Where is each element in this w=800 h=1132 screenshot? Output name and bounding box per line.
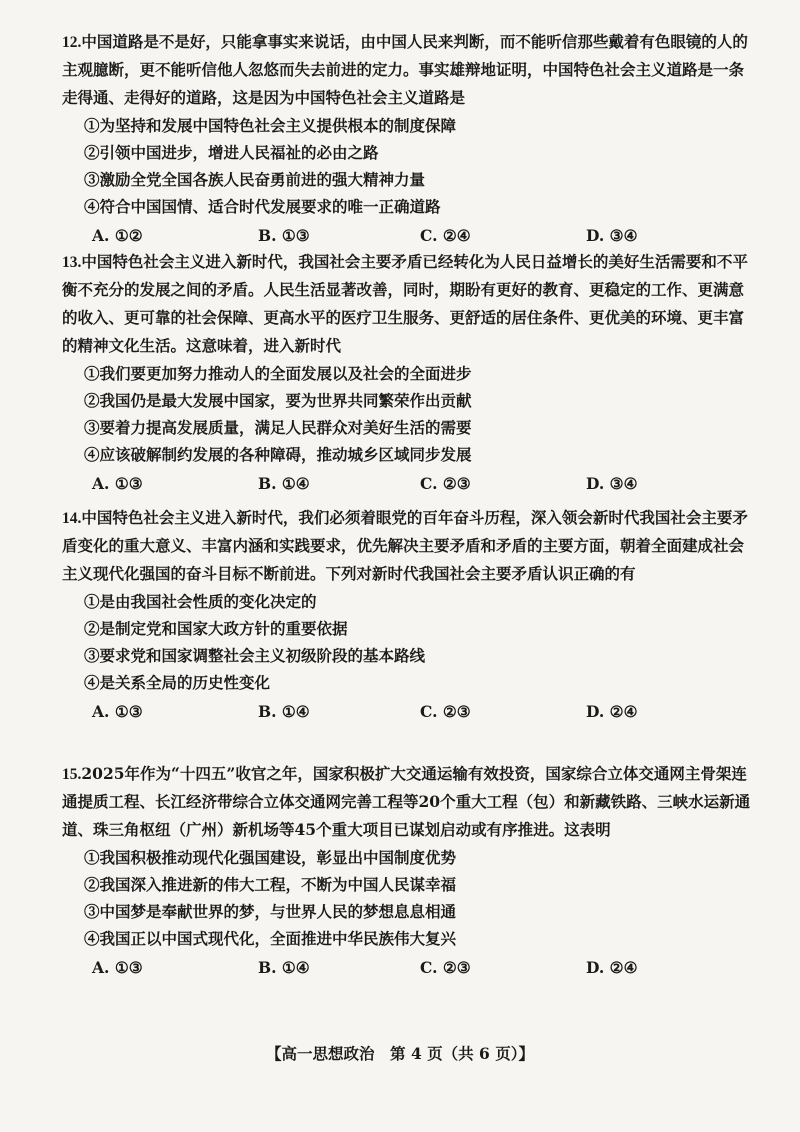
choice-b[interactable]: B. ①③: [258, 226, 310, 245]
choice-c[interactable]: C. ②③: [420, 702, 471, 721]
statement-2: ②我国仍是最大发展中国家，要为世界共同繁荣作出贡献: [84, 391, 472, 410]
question-13: [62, 248, 752, 498]
question-text: 中国特色社会主义进入新时代，我们必须着眼党的百年奋斗历程，深入领会新时代我国社会主要矛盾变化的重大意义、丰富内涵和实践要求，优先解决主要矛盾和矛盾的主要方面，朝着全面建成社会主义现代化强国的奋斗目标不断前进。下列对新时代我国社会主要矛盾认识正确的有: [62, 508, 748, 583]
choice-a[interactable]: A. ①③: [92, 958, 143, 977]
question-stem: [62, 248, 752, 360]
choice-a[interactable]: A. ①③: [92, 702, 143, 721]
question-15: [62, 760, 752, 982]
statement-3: ③中国梦是奉献世界的梦，与世界人民的梦想息息相通: [84, 902, 457, 921]
statement-4: ④我国正以中国式现代化，全面推进中华民族伟大复兴: [84, 929, 457, 948]
choice-c[interactable]: C. ②③: [420, 474, 471, 493]
statement-3: ③要求党和国家调整社会主义初级阶段的基本路线: [84, 646, 426, 665]
statement-2: ②引领中国进步，增进人民福祉的必由之路: [84, 143, 379, 162]
answer-choices: [62, 954, 752, 982]
choice-a[interactable]: A. ①③: [92, 474, 143, 493]
choice-b[interactable]: B. ①④: [258, 474, 310, 493]
question-text: 2025年作为“十四五”收官之年，国家积极扩大交通运输有效投资，国家综合立体交通网主骨架连通提质工程、长江经济带综合立体交通网完善工程等20个重大工程（包）和新藏铁路、三峡水运新通道、珠三角枢纽（广州）新机场等45个重大项目已谋划启动或有序推进。这表明: [62, 764, 751, 839]
choice-d[interactable]: D. ③④: [586, 226, 638, 245]
question-stem: [62, 28, 752, 112]
question-14: [62, 504, 752, 726]
answer-choices: [62, 470, 752, 498]
statement-1: ①为坚持和发展中国特色社会主义提供根本的制度保障: [84, 116, 457, 135]
choice-a[interactable]: A. ①②: [92, 226, 143, 245]
question-stem: [62, 760, 752, 844]
choice-d[interactable]: D. ②④: [586, 958, 638, 977]
answer-choices: [62, 222, 752, 250]
choice-c[interactable]: C. ②④: [420, 226, 471, 245]
question-stem: [62, 504, 752, 588]
statement-2: ②我国深入推进新的伟大工程，不断为中国人民谋幸福: [84, 875, 457, 894]
statement-1: ①我们要更加努力推动人的全面发展以及社会的全面进步: [84, 364, 472, 383]
question-number: 12.: [62, 34, 82, 51]
choice-b[interactable]: B. ①④: [258, 702, 310, 721]
answer-choices: [62, 698, 752, 726]
statement-1: ①是由我国社会性质的变化决定的: [84, 592, 317, 611]
page-footer: 【高一思想政治 第 4 页（共 6 页）】: [266, 1044, 534, 1063]
question-number: 13.: [62, 254, 82, 271]
statement-2: ②是制定党和国家大政方针的重要依据: [84, 619, 348, 638]
statement-4: ④符合中国国情、适合时代发展要求的唯一正确道路: [84, 197, 441, 216]
choice-d[interactable]: D. ②④: [586, 702, 638, 721]
question-text: 中国特色社会主义进入新时代，我国社会主要矛盾已经转化为人民日益增长的美好生活需要和不平衡不充分的发展之间的矛盾。人民生活显著改善，同时，期盼有更好的教育、更稳定的工作、更满意的收入、更可靠的社会保障、更高水平的医疗卫生服务、更舒适的居住条件、更优美的环境、更丰富的精神文化生活。这意味着，进入新时代: [62, 252, 748, 355]
statement-3: ③要着力提高发展质量，满足人民群众对美好生活的需要: [84, 418, 472, 437]
statement-4: ④应该破解制约发展的各种障碍，推动城乡区域同步发展: [84, 445, 472, 464]
choice-b[interactable]: B. ①④: [258, 958, 310, 977]
choice-d[interactable]: D. ③④: [586, 474, 638, 493]
question-number: 15.: [62, 766, 82, 783]
choice-c[interactable]: C. ②③: [420, 958, 471, 977]
question-12: [62, 28, 752, 250]
statement-3: ③激励全党全国各族人民奋勇前进的强大精神力量: [84, 170, 426, 189]
question-text: 中国道路是不是好，只能拿事实来说话，由中国人民来判断，而不能听信那些戴着有色眼镜的人的主观臆断，更不能听信他人忽悠而失去前进的定力。事实雄辩地证明，中国特色社会主义道路是一条走得通、走得好的道路，这是因为中国特色社会主义道路是: [62, 32, 748, 107]
statement-1: ①我国积极推动现代化强国建设，彰显出中国制度优势: [84, 848, 457, 867]
question-number: 14.: [62, 510, 82, 527]
statement-4: ④是关系全局的历史性变化: [84, 673, 271, 692]
